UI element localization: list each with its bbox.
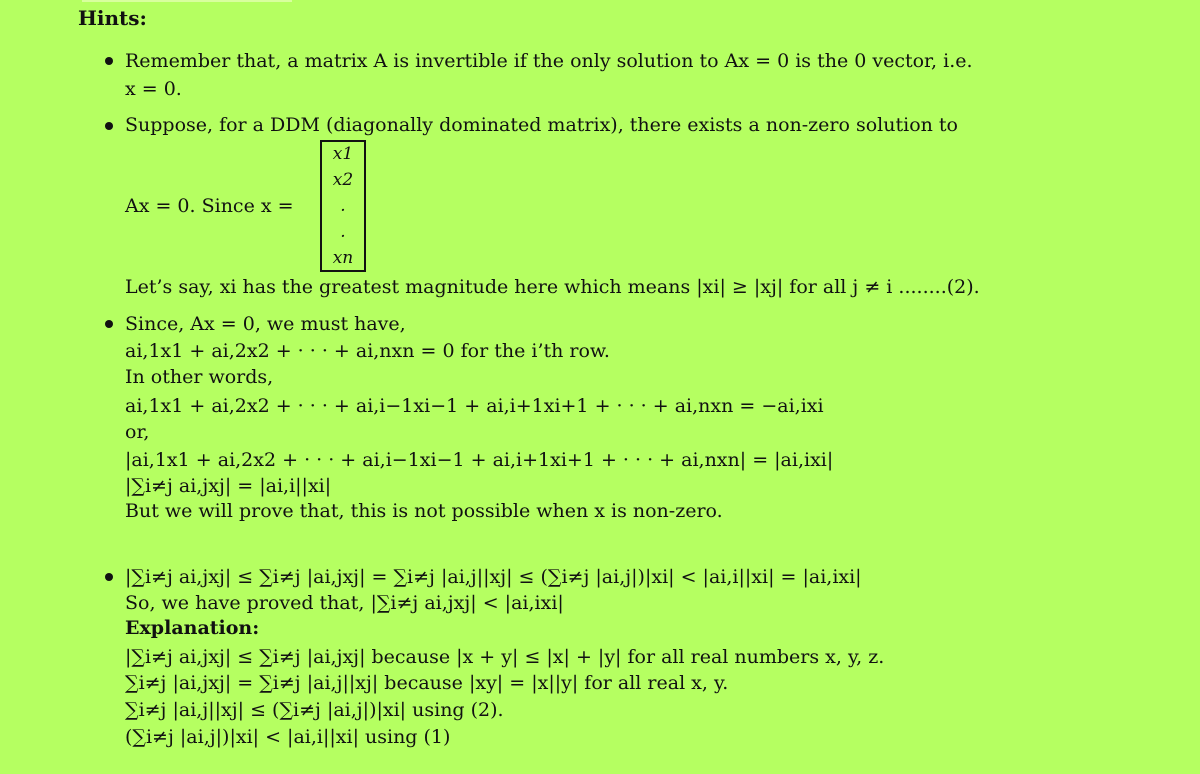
explanation-line4: (∑i≠j |ai,j|)|xi| < |ai,i||xi| using (1) [125, 726, 451, 748]
matrix-entry-3: . [340, 196, 346, 216]
bullet2-line1: Suppose, for a DDM (diagonally dominated matrix), there exists a non-zero solution to [125, 114, 958, 136]
bullet1-line2: x = 0. [125, 78, 182, 100]
column-vector-matrix [320, 140, 366, 272]
bullet-dot-1 [105, 57, 113, 65]
bullet3-line2: ai,1x1 + ai,2x2 + · · · + ai,nxn = 0 for the i’th row. [125, 340, 610, 362]
hints-heading: Hints: [78, 6, 147, 30]
bullet2-line3: Let’s say, xi has the greatest magnitude here which means |xi| ≥ |xj| for all j ≠ i ........(2). [125, 276, 980, 298]
bullet3-line6: |ai,1x1 + ai,2x2 + · · · + ai,i−1xi−1 + ai,i+1xi+1 + · · · + ai,nxn| = |ai,ixi| [125, 449, 834, 471]
bullet3-line4: ai,1x1 + ai,2x2 + · · · + ai,i−1xi−1 + ai,i+1xi+1 + · · · + ai,nxn = −ai,ixi [125, 395, 824, 417]
bullet3-line5: or, [125, 421, 150, 443]
bullet1-line1: Remember that, a matrix A is invertible if the only solution to Ax = 0 is the 0 vector, i.e. [125, 50, 973, 72]
explanation-line3: ∑i≠j |ai,j||xj| ≤ (∑i≠j |ai,j|)|xi| using (2). [125, 699, 504, 721]
matrix-entry-1: x1 [332, 144, 354, 164]
bullet-dot-2 [105, 122, 113, 130]
bullet4-line1: |∑i≠j ai,jxj| ≤ ∑i≠j |ai,jxj| = ∑i≠j |ai,j||xj| ≤ (∑i≠j |ai,j|)|xi| < |ai,i||xi| = |ai,ixi| [125, 566, 862, 588]
explanation-line1: |∑i≠j ai,jxj| ≤ ∑i≠j |ai,jxj| because |x + y| ≤ |x| + |y| for all real numbers x, y, z. [125, 646, 885, 668]
bullet3-line7: |∑i≠j ai,jxj| = |ai,i||xi| [125, 475, 332, 497]
top-strip [82, 0, 292, 2]
explanation-label: Explanation: [125, 617, 260, 639]
explanation-line2: ∑i≠j |ai,jxj| = ∑i≠j |ai,j||xj| because |xy| = |x||y| for all real x, y. [125, 672, 729, 694]
bullet4-line2: So, we have proved that, |∑i≠j ai,jxj| < |ai,ixi| [125, 592, 564, 614]
bullet3-line3: In other words, [125, 366, 274, 388]
bullet3-line8: But we will prove that, this is not possible when x is non-zero. [125, 500, 723, 522]
bullet-dot-4 [105, 573, 113, 581]
matrix-entry-2: x2 [332, 170, 354, 190]
bullet-dot-3 [105, 320, 113, 328]
bullet2-line2: Ax = 0. Since x = [125, 195, 294, 217]
matrix-entry-5: xn [332, 248, 354, 268]
matrix-entry-4: . [340, 222, 346, 242]
bullet3-line1: Since, Ax = 0, we must have, [125, 313, 406, 335]
